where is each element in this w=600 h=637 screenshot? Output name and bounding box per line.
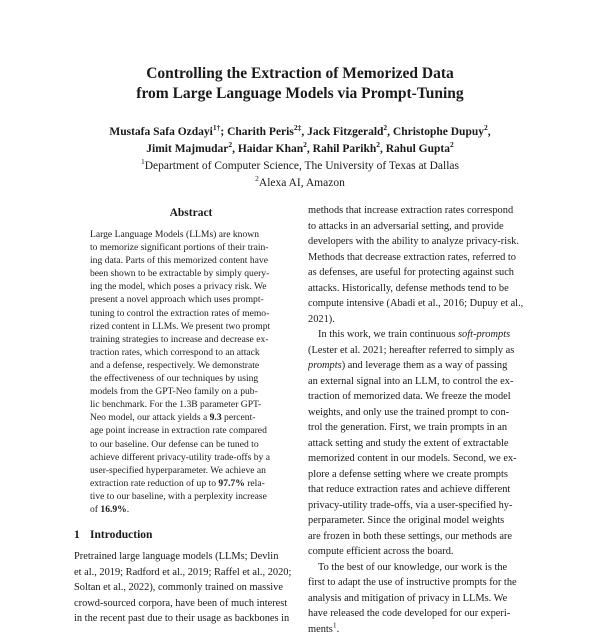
text-line: been shown to be extractable by simply query-: [90, 267, 292, 280]
text-line: [308, 358, 530, 374]
text-line: To the best of our knowledge, our work is the: [308, 560, 530, 576]
author-separator: ,: [488, 126, 491, 138]
section-number: 1: [74, 528, 90, 542]
paragraph-best-knowledge: [308, 560, 530, 637]
text-line: Methods that decrease extraction rates, referred to: [308, 250, 530, 266]
affiliation-1: [0, 158, 600, 175]
text-line: crowd-sourced corpora, have been of much interest: [74, 596, 308, 612]
emphasized-number: 9.3: [210, 412, 222, 423]
section-heading-introduction: [74, 528, 308, 542]
paragraph-this-work: [308, 327, 530, 560]
text-line: training strategies to increase and decrease ex-: [90, 333, 292, 346]
text-line: and a defense, respectively. We demonstrate: [90, 359, 292, 372]
text-line: have released the code developed for our experi-: [308, 606, 530, 622]
text-line: compute efficient across the board.: [308, 544, 530, 560]
author-line-2: [0, 141, 600, 158]
paper-title: [0, 64, 600, 104]
text-span: In this work, we train continuous: [318, 329, 458, 340]
text-line: Neo model, our attack yields a 9.3 percent-: [90, 411, 292, 424]
author-affiliation-mark: 2: [383, 123, 387, 132]
text-line: in the recent past due to their usage as backbones in: [74, 611, 308, 627]
left-column: [74, 203, 308, 627]
author-line-1: [0, 124, 600, 141]
author-affiliation-mark: 2: [376, 140, 380, 149]
text-span: ) and leverage them as a way of passing: [342, 360, 508, 371]
abstract-body: [90, 228, 292, 516]
text-line: models from the GPT-Neo family on a pub-: [90, 385, 292, 398]
author-name: , Christophe Dupuy: [387, 126, 484, 138]
paragraph-continuation: [308, 374, 530, 560]
text-line: Pretrained large language models (LLMs; Devlin: [74, 549, 308, 565]
text-line: extraction rate reduction of up to 97.7% rela-: [90, 477, 292, 490]
author-affiliation-mark: 2: [228, 140, 232, 149]
text-line: memorized content in our models. Second, we ex-: [308, 451, 530, 467]
text-line: weights, and only use the trained prompt to con-: [308, 405, 530, 421]
text-line: plore a defense setting where we create prompts: [308, 467, 530, 483]
text-line: first to adapt the use of instructive prompts for the: [308, 575, 530, 591]
text-line: tuning to control the extraction rates of memo-: [90, 307, 292, 320]
text-line: [308, 327, 530, 343]
author-name: , Rahul Gupta: [380, 143, 450, 155]
text-line: lic benchmark. For the 1.3B parameter GPT-: [90, 398, 292, 411]
author-name: Jimit Majmudar: [146, 143, 228, 155]
text-line: trol the generation. First, we train prompts in an: [308, 420, 530, 436]
affiliation-text: Department of Computer Science, The University of Texas at Dallas: [145, 160, 459, 172]
text-line: age point increase in extraction rate compared: [90, 424, 292, 437]
author-name: Mustafa Safa Ozdayi: [109, 126, 213, 138]
emphasized-number: 16.9%: [100, 504, 126, 515]
text-line: privacy-utility trade-offs, via a user-specified hy-: [308, 498, 530, 514]
right-column: [308, 203, 530, 637]
affiliation-2: [0, 175, 600, 192]
text-line: achieve different privacy-utility trade-offs by a: [90, 451, 292, 464]
emphasized-number: 97.7%: [218, 478, 244, 489]
footnote-mark: 1: [333, 622, 337, 630]
affiliation-mark: 1: [141, 157, 145, 166]
affiliation-text: Alexa AI, Amazon: [259, 177, 345, 189]
title-line-2: from Large Language Models via Prompt-Tuning: [0, 84, 600, 104]
italic-term: soft-prompts: [458, 329, 510, 340]
text-line: Large Language Models (LLMs) are known: [90, 228, 292, 241]
text-line: (Lester et al. 2021; hereafter referred to simply as: [308, 343, 530, 359]
author-affiliation-mark: 2: [303, 140, 307, 149]
text-line: [308, 622, 530, 637]
text-line: methods that increase extraction rates correspond: [308, 203, 530, 219]
text-line: et al., 2019; Radford et al., 2019; Raffel et al., 2020;: [74, 565, 308, 581]
text-line: ing the model, which poses a privacy risk. We: [90, 280, 292, 293]
text-line: present a novel approach which uses prompt-: [90, 293, 292, 306]
italic-term: prompts: [308, 360, 342, 371]
author-block: [0, 124, 600, 192]
affiliation-mark: 2: [255, 174, 259, 183]
text-line: compute intensive (Abadi et al., 2016; Dupuy et al.,: [308, 296, 530, 312]
author-name: , Rahil Parikh: [307, 143, 376, 155]
text-line: 2021).: [308, 312, 530, 328]
text-line: analysis and mitigation of privacy in LLMs. We: [308, 591, 530, 607]
text-line: to our baseline. Our defense can be tuned to: [90, 438, 292, 451]
paragraph-defenses: [308, 203, 530, 327]
author-affiliation-mark: 1†: [213, 123, 221, 132]
paragraph-lines: [308, 560, 530, 622]
text-line: user-specified hyperparameter. We achieve an: [90, 464, 292, 477]
author-affiliation-mark: 2‡: [294, 123, 302, 132]
text-line: ing data. Parts of this memorized content have: [90, 254, 292, 267]
text-line: that reduce extraction rates and achieve different: [308, 482, 530, 498]
text-line: rized content in LLMs. We present two prompt: [90, 320, 292, 333]
author-name: ; Charith Peris: [220, 126, 293, 138]
author-affiliation-mark: 2: [450, 140, 454, 149]
introduction-body: [74, 549, 308, 627]
author-affiliation-mark: 2: [484, 123, 488, 132]
text-line: as defenses, are useful for protecting against such: [308, 265, 530, 281]
abstract-heading: Abstract: [74, 206, 308, 220]
text-line: tive to our baseline, with a perplexity increase: [90, 490, 292, 503]
text-line: developers with the ability to analyze privacy-risk.: [308, 234, 530, 250]
text-span: .: [337, 624, 340, 635]
text-line: to attacks in an adversarial setting, and provide: [308, 219, 530, 235]
text-line: attacks. Historically, defense methods tend to be: [308, 281, 530, 297]
text-line: are frozen in both these settings, our methods are: [308, 529, 530, 545]
text-span: ments: [308, 624, 333, 635]
text-line: traction rates, which correspond to an attack: [90, 346, 292, 359]
text-line: the effectiveness of our techniques by using: [90, 372, 292, 385]
title-line-1: Controlling the Extraction of Memorized Data: [0, 64, 600, 84]
text-line: attack setting and study the extent of extractable: [308, 436, 530, 452]
author-name: , Haidar Khan: [232, 143, 303, 155]
text-line: traction of memorized data. We freeze the model: [308, 389, 530, 405]
text-line: an external signal into an LLM, to control the ex-: [308, 374, 530, 390]
text-line: to memorize significant portions of their train-: [90, 241, 292, 254]
text-line: perparameter. Since the original model weights: [308, 513, 530, 529]
text-line: of 16.9%.: [90, 503, 292, 516]
section-title: Introduction: [90, 529, 152, 541]
text-line: Soltan et al., 2022), commonly trained on massive: [74, 580, 308, 596]
author-name: , Jack Fitzgerald: [301, 126, 383, 138]
